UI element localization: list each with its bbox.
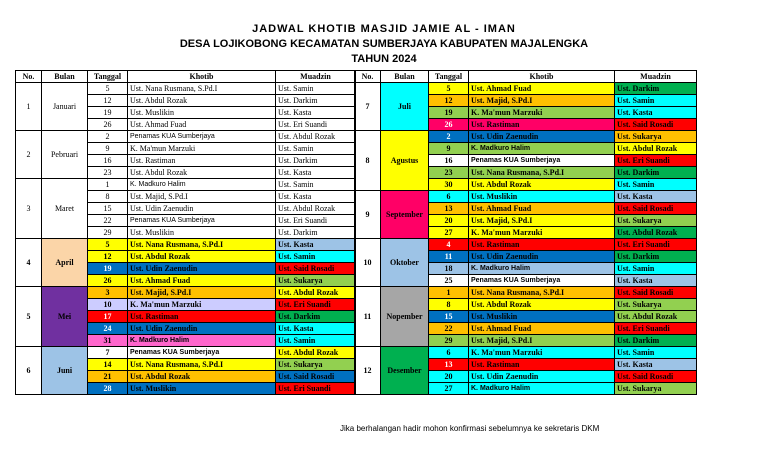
khotib-cell: Ust. Udin Zaenudin (469, 131, 615, 143)
tanggal-cell: 5 (429, 83, 469, 95)
title-line-3: TAHUN 2024 (351, 53, 417, 65)
khotib-cell: Ust. Majid, S.Pd.I (128, 287, 276, 299)
table-row (355, 83, 697, 95)
month-number: 11 (355, 287, 381, 347)
month-name: Oktober (381, 239, 429, 287)
khotib-cell: Ust. Abdul Rozak (469, 179, 615, 191)
schedule-body-left (16, 83, 356, 395)
tanggal-cell: 29 (429, 335, 469, 347)
tanggal-cell: 14 (88, 359, 128, 371)
khotib-cell: Ust. Abdul Rozak (128, 251, 276, 263)
table-row (355, 347, 697, 359)
tanggal-cell: 12 (88, 95, 128, 107)
khotib-cell: Ust. Nana Rusmana, S.Pd.I (128, 83, 276, 95)
tanggal-cell: 6 (429, 191, 469, 203)
header-muadzin: Muadzin (615, 71, 697, 83)
khotib-cell: K. Ma'mun Marzuki (128, 299, 276, 311)
khotib-cell: Ust. Muslikin (128, 227, 276, 239)
khotib-cell: K. Madkuro Halim (469, 143, 615, 155)
tanggal-cell: 27 (429, 383, 469, 395)
khotib-cell: K. Madkuro Halim (128, 179, 276, 191)
tanggal-cell: 8 (88, 191, 128, 203)
khotib-cell: Ust. Ahmad Fuad (469, 83, 615, 95)
khotib-cell: Ust. Rastiman (469, 119, 615, 131)
muadzin-cell: Ust. Samin (276, 335, 356, 347)
khotib-cell: Ust. Udin Zaenudin (128, 263, 276, 275)
tanggal-cell: 4 (429, 239, 469, 251)
muadzin-cell: Ust. Kasta (615, 191, 697, 203)
schedule-table-jul-dec (354, 70, 697, 395)
tanggal-cell: 28 (88, 383, 128, 395)
tanggal-cell: 9 (88, 143, 128, 155)
muadzin-cell: Ust. Darkim (615, 83, 697, 95)
khotib-cell: Penamas KUA Sumberjaya (128, 215, 276, 227)
month-number: 10 (355, 239, 381, 287)
tanggal-cell: 27 (429, 227, 469, 239)
tanggal-cell: 24 (88, 323, 128, 335)
khotib-cell: K. Ma'mun Marzuki (469, 347, 615, 359)
tanggal-cell: 22 (88, 215, 128, 227)
khotib-cell: Ust. Nana Rusmana, S.Pd.I (128, 239, 276, 251)
tanggal-cell: 9 (429, 143, 469, 155)
muadzin-cell: Ust. Sukarya (276, 359, 356, 371)
khotib-cell: Ust. Rastiman (128, 155, 276, 167)
khotib-cell: Ust. Ahmad Fuad (128, 275, 276, 287)
month-number: 8 (355, 131, 381, 191)
month-name: Mei (42, 287, 88, 347)
tanggal-cell: 18 (429, 263, 469, 275)
khotib-cell: Ust. Rastiman (128, 311, 276, 323)
khotib-cell: Ust. Muslikin (469, 311, 615, 323)
muadzin-cell: Ust. Said Rosadi (615, 287, 697, 299)
header-tanggal: Tanggal (429, 71, 469, 83)
muadzin-cell: Ust. Kasta (276, 323, 356, 335)
khotib-cell: Ust. Abdul Rozak (469, 299, 615, 311)
month-name: September (381, 191, 429, 239)
muadzin-cell: Ust. Abdul Rozak (615, 227, 697, 239)
table-row (16, 83, 356, 95)
tanggal-cell: 30 (429, 179, 469, 191)
tanggal-cell: 16 (429, 155, 469, 167)
muadzin-cell: Ust. Kasta (615, 275, 697, 287)
month-number: 7 (355, 83, 381, 131)
header-no: No. (355, 71, 381, 83)
month-name: Agustus (381, 131, 429, 191)
khotib-cell: Ust. Udin Zaenudin (128, 323, 276, 335)
month-number: 4 (16, 239, 42, 287)
tanggal-cell: 20 (429, 215, 469, 227)
month-number: 9 (355, 191, 381, 239)
month-name: Juli (381, 83, 429, 131)
month-name: Juni (42, 347, 88, 395)
muadzin-cell: Ust. Sukarya (276, 275, 356, 287)
muadzin-cell: Ust. Darkim (615, 335, 697, 347)
tanggal-cell: 11 (429, 251, 469, 263)
header-bulan: Bulan (42, 71, 88, 83)
table-row (355, 131, 697, 143)
table-row (16, 347, 356, 359)
month-name: Nopember (381, 287, 429, 347)
muadzin-cell: Ust. Said Rosadi (615, 119, 697, 131)
khotib-cell: Ust. Rastiman (469, 239, 615, 251)
month-number: 3 (16, 179, 42, 239)
muadzin-cell: Ust. Samin (276, 179, 356, 191)
muadzin-cell: Ust. Kasta (276, 167, 356, 179)
tanggal-cell: 1 (88, 179, 128, 191)
month-name: April (42, 239, 88, 287)
schedule-body-right (355, 83, 697, 395)
tanggal-cell: 5 (88, 239, 128, 251)
tanggal-cell: 5 (88, 83, 128, 95)
tanggal-cell: 1 (429, 287, 469, 299)
tanggal-cell: 10 (88, 299, 128, 311)
khotib-cell: Ust. Majid, S.Pd.I (469, 335, 615, 347)
muadzin-cell: Ust. Said Rosadi (276, 371, 356, 383)
khotib-cell: Penamas KUA Sumberjaya (128, 347, 276, 359)
table-row (355, 287, 697, 299)
table-row (16, 131, 356, 143)
khotib-cell: Ust. Muslikin (469, 191, 615, 203)
muadzin-cell: Ust. Darkim (276, 227, 356, 239)
schedule-table-jan-jun (15, 70, 356, 395)
muadzin-cell: Ust. Darkim (615, 251, 697, 263)
tanggal-cell: 13 (429, 359, 469, 371)
table-header-row (16, 71, 356, 83)
khotib-cell: Ust. Rastiman (469, 359, 615, 371)
khotib-cell: Ust. Ahmad Fuad (469, 323, 615, 335)
tanggal-cell: 12 (429, 95, 469, 107)
khotib-cell: Ust. Abdul Rozak (128, 371, 276, 383)
tanggal-cell: 21 (88, 371, 128, 383)
header-bulan: Bulan (381, 71, 429, 83)
tanggal-cell: 19 (88, 263, 128, 275)
tanggal-cell: 17 (88, 311, 128, 323)
khotib-cell: Ust. Nana Rusmana, S.Pd.I (469, 287, 615, 299)
khotib-cell: Ust. Udin Zaenudin (469, 371, 615, 383)
muadzin-cell: Ust. Darkim (276, 311, 356, 323)
muadzin-cell: Ust. Samin (276, 143, 356, 155)
khotib-cell: Ust. Udin Zaenudin (128, 203, 276, 215)
footer-note: Jika berhalangan hadir mohon konfirmasi sebelumnya ke sekretaris DKM (340, 424, 600, 433)
table-header-row (355, 71, 697, 83)
khotib-cell: Ust. Majid, S.Pd.I (469, 215, 615, 227)
table-row (16, 287, 356, 299)
document-title (0, 22, 768, 67)
khotib-cell: K. Madkuro Halim (128, 335, 276, 347)
month-name: Pebruari (42, 131, 88, 179)
tanggal-cell: 6 (429, 347, 469, 359)
muadzin-cell: Ust. Abdul Rozak (276, 203, 356, 215)
header-tanggal: Tanggal (88, 71, 128, 83)
muadzin-cell: Ust. Abdul Rozak (615, 311, 697, 323)
tanggal-cell: 31 (88, 335, 128, 347)
tanggal-cell: 7 (88, 347, 128, 359)
muadzin-cell: Ust. Darkim (276, 95, 356, 107)
muadzin-cell: Ust. Samin (615, 95, 697, 107)
table-row (16, 239, 356, 251)
muadzin-cell: Ust. Eri Suandi (276, 215, 356, 227)
muadzin-cell: Ust. Abdul Rozak (276, 131, 356, 143)
month-number: 12 (355, 347, 381, 395)
header-muadzin: Muadzin (276, 71, 356, 83)
header-khotib: Khotib (469, 71, 615, 83)
khotib-cell: Penamas KUA Sumberjaya (469, 155, 615, 167)
muadzin-cell: Ust. Sukarya (615, 299, 697, 311)
table-row (16, 179, 356, 191)
muadzin-cell: Ust. Eri Suandi (615, 239, 697, 251)
khotib-cell: Ust. Abdul Rozak (128, 95, 276, 107)
tanggal-cell: 25 (429, 275, 469, 287)
month-name: Januari (42, 83, 88, 131)
muadzin-cell: Ust. Abdul Rozak (276, 347, 356, 359)
table-row (355, 191, 697, 203)
muadzin-cell: Ust. Kasta (276, 107, 356, 119)
tanggal-cell: 20 (429, 371, 469, 383)
khotib-cell: K. Ma'mun Marzuki (469, 227, 615, 239)
khotib-cell: Ust. Muslikin (128, 107, 276, 119)
muadzin-cell: Ust. Samin (615, 347, 697, 359)
header-khotib: Khotib (128, 71, 276, 83)
khotib-cell: Ust. Ahmad Fuad (469, 203, 615, 215)
month-number: 5 (16, 287, 42, 347)
khotib-cell: Ust. Majid, S.Pd.I (128, 191, 276, 203)
muadzin-cell: Ust. Darkim (276, 155, 356, 167)
tanggal-cell: 3 (88, 287, 128, 299)
month-name: Desember (381, 347, 429, 395)
tanggal-cell: 26 (88, 275, 128, 287)
tanggal-cell: 2 (429, 131, 469, 143)
khotib-cell: Penamas KUA Sumberjaya (128, 131, 276, 143)
tanggal-cell: 8 (429, 299, 469, 311)
khotib-cell: Ust. Nana Rusmana, S.Pd.I (128, 359, 276, 371)
muadzin-cell: Ust. Eri Suandi (615, 323, 697, 335)
tanggal-cell: 15 (88, 203, 128, 215)
muadzin-cell: Ust. Eri Suandi (276, 383, 356, 395)
title-line-1: JADWAL KHOTIB MASJID JAMIE AL - IMAN (252, 23, 516, 35)
tanggal-cell: 2 (88, 131, 128, 143)
muadzin-cell: Ust. Kasta (615, 359, 697, 371)
muadzin-cell: Ust. Eri Suandi (615, 155, 697, 167)
khotib-cell: Ust. Udin Zaenudin (469, 251, 615, 263)
muadzin-cell: Ust. Kasta (276, 191, 356, 203)
tanggal-cell: 23 (429, 167, 469, 179)
muadzin-cell: Ust. Abdul Rozak (615, 143, 697, 155)
tanggal-cell: 12 (88, 251, 128, 263)
muadzin-cell: Ust. Eri Suandi (276, 299, 356, 311)
muadzin-cell: Ust. Said Rosadi (615, 203, 697, 215)
tanggal-cell: 26 (88, 119, 128, 131)
tanggal-cell: 16 (88, 155, 128, 167)
month-number: 6 (16, 347, 42, 395)
muadzin-cell: Ust. Sukarya (615, 131, 697, 143)
muadzin-cell: Ust. Said Rosadi (615, 371, 697, 383)
muadzin-cell: Ust. Samin (276, 83, 356, 95)
tanggal-cell: 26 (429, 119, 469, 131)
muadzin-cell: Ust. Kasta (276, 239, 356, 251)
khotib-cell: Penamas KUA Sumberjaya (469, 275, 615, 287)
tanggal-cell: 19 (429, 107, 469, 119)
muadzin-cell: Ust. Samin (276, 251, 356, 263)
muadzin-cell: Ust. Abdul Rozak (276, 287, 356, 299)
khotib-cell: Ust. Muslikin (128, 383, 276, 395)
muadzin-cell: Ust. Samin (615, 263, 697, 275)
header-no: No. (16, 71, 42, 83)
tanggal-cell: 13 (429, 203, 469, 215)
muadzin-cell: Ust. Samin (615, 179, 697, 191)
month-name: Maret (42, 179, 88, 239)
tanggal-cell: 29 (88, 227, 128, 239)
muadzin-cell: Ust. Sukarya (615, 215, 697, 227)
muadzin-cell: Ust. Said Rosadi (276, 263, 356, 275)
table-row (355, 239, 697, 251)
title-line-2: DESA LOJIKOBONG KECAMATAN SUMBERJAYA KABUPATEN MAJALENGKA (179, 38, 589, 50)
khotib-cell: K. Madkuro Halim (469, 263, 615, 275)
khotib-cell: Ust. Majid, S.Pd.I (469, 95, 615, 107)
tanggal-cell: 19 (88, 107, 128, 119)
month-number: 2 (16, 131, 42, 179)
month-number: 1 (16, 83, 42, 131)
muadzin-cell: Ust. Sukarya (615, 383, 697, 395)
muadzin-cell: Ust. Darkim (615, 167, 697, 179)
muadzin-cell: Ust. Kasta (615, 107, 697, 119)
khotib-cell: Ust. Abdul Rozak (128, 167, 276, 179)
khotib-cell: K. Madkuro Halim (469, 383, 615, 395)
muadzin-cell: Ust. Eri Suandi (276, 119, 356, 131)
tanggal-cell: 15 (429, 311, 469, 323)
tanggal-cell: 23 (88, 167, 128, 179)
tanggal-cell: 22 (429, 323, 469, 335)
khotib-cell: K. Ma'mun Marzuki (128, 143, 276, 155)
khotib-cell: K. Ma'mun Marzuki (469, 107, 615, 119)
khotib-cell: Ust. Nana Rusmana, S.Pd.I (469, 167, 615, 179)
khotib-cell: Ust. Ahmad Fuad (128, 119, 276, 131)
